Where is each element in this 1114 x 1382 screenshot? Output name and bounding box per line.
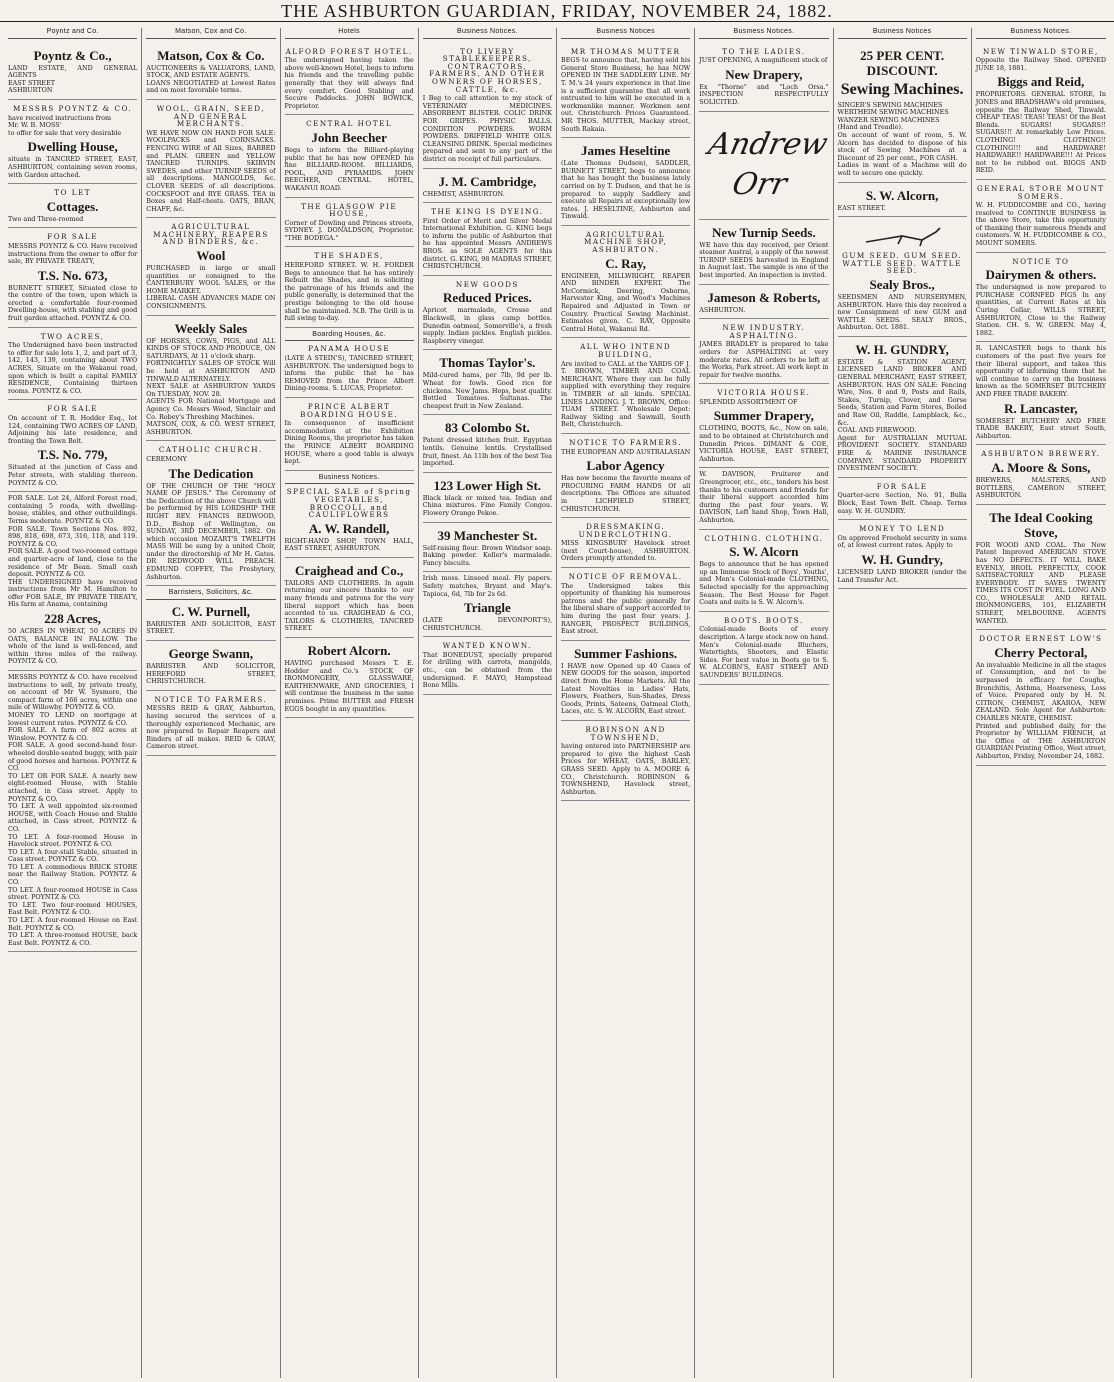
ad-headline: Poyntz & Co., xyxy=(33,47,112,63)
ad-text: MISS KINGSBURY Havelock street (next Court-house), ASHBURTON. Orders promptly attended to. xyxy=(561,539,691,563)
ad-text: Agent for AUSTRALIAN MUTUAL PROVIDENT SOCIETY. STANDARD FIRE & MARINE INSURANCE COMPANY. STANDARD PROPERTY INVESTMENT SOCIETY. xyxy=(837,433,967,473)
masthead: THE ASHBURTON GUARDIAN, FRIDAY, NOVEMBER 24, 1882. xyxy=(0,0,1114,22)
ad-text: WERTHEIM SEWING MACHINES xyxy=(837,108,949,117)
section-heading: Boarding Houses, &c. xyxy=(285,331,414,342)
ad-headline: C. Ray, xyxy=(605,255,647,271)
ad-headline: Matson, Cox & Co. xyxy=(157,47,265,63)
ad-caption: NEW GOODS xyxy=(455,279,519,289)
ad-headline: Summer Drapery, xyxy=(713,408,814,424)
advertisement xyxy=(976,445,1106,504)
ad-caption: DOCTOR ERNEST LOW'S xyxy=(979,634,1103,644)
ad-text: HAVING purchased Messrs T. E. Hodder and Co.'s STOCK OF IRONMONGERY, GLASSWARE, EARTHENWARE, AND GROCERIES, I will continue the business in the same premises. Prime BUTTER and FRESH EGGS bought in any quantities. xyxy=(284,659,414,713)
ad-text: Patent dressed kitchen fruit. Egyptian lentils. Genuine lentils. Crystallised fruit, finest. An 11lb box of the best Tea imported. xyxy=(422,436,552,468)
ad-text: (Hand and Treadle). xyxy=(837,123,904,132)
ad-headline: Dwelling House, xyxy=(27,139,118,155)
ad-headline: 39 Manchester St. xyxy=(437,527,538,543)
advertisement xyxy=(146,100,275,218)
advertisement xyxy=(146,316,275,442)
ad-text: Mild-cured hams, per 7lb, 9d per lb. Wheat for fowls. Good rice for chickens. New Jams. Hops, best quality. Bottled Tomatoes. Sultanas. The cheapest fruit in New Zealand. xyxy=(422,371,552,410)
ad-headline: New Drapery, xyxy=(725,66,803,82)
ad-caption: FOR SALE xyxy=(47,232,98,242)
ad-text: TO LET. A four-stall Stable, situated in Cass street. POYNTZ & CO. xyxy=(8,847,138,864)
ad-text: Two and Three-roomed xyxy=(8,214,84,223)
ad-text: That BONEDUST, specially prepared for drilling with carrots, mangolds, etc., can be obtained from the undersigned. F. MAYO, Hampstead Bone Mills. xyxy=(422,650,552,690)
advertisement xyxy=(561,641,690,721)
advertisement xyxy=(561,338,690,434)
advertisement xyxy=(838,337,967,478)
newspaper-columns xyxy=(4,28,1110,1378)
ad-caption: CENTRAL HOTEL xyxy=(306,119,393,129)
ad-text: BREWERS, MALSTERS, AND BOTTLERS, CAMERON STREET, ASHBURTON. xyxy=(975,475,1106,500)
advertisement xyxy=(976,253,1106,343)
ad-text: WE have this day received, per Orient steamer Austral, a supply of the newest TURNIP SEEDS harvested in England in August last. The sample is one of the best imported. An inspection is invited. xyxy=(699,240,829,279)
advertisement xyxy=(423,43,552,169)
advertisement xyxy=(423,473,552,523)
ad-headline: Wool xyxy=(196,248,226,264)
ad-text: LIBERAL CASH ADVANCES MADE ON CONSIGNMENTS. xyxy=(146,294,276,311)
ad-headline: A. Moore & Sons, xyxy=(991,459,1091,475)
column-heading: Hotels xyxy=(285,28,414,39)
ad-text: On account of T. R. Hodder Esq., lot 124, containing TWO ACRES OF LAND, Adjoining his late residence, and fronting the Town Belt. xyxy=(8,414,138,445)
advertisement xyxy=(699,285,828,320)
ad-text: Opposite the Railway Shed. OPENED JUNE 18, 1881. xyxy=(975,56,1106,72)
ad-text: OF THE CHURCH OF THE "HOLY NAME OF JESUS." The Ceremony of the Dedication of the above Church will be performed by HIS LORDSHIP THE RIGHT REV. FRANCIS REDWOOD, D.D., Bishop of Wellington, on SUNDAY, 3RD DECEMBER, 1882. On which occasion MOZART'S TWELFTH MASS Will be sung by a united Choir, under the directorship of Mr H. Gates. DR REDWOOD WILL PREACH. EDMUND COFFEY, The Presbytery, Ashburton. xyxy=(146,481,276,581)
ad-text: BARRISTER AND SOLICITOR, EAST STREET. xyxy=(146,619,276,636)
column-7 xyxy=(834,28,972,1378)
ad-text: TO LET. A four-roomed House on East Belt. POYNTZ & CO. xyxy=(8,916,138,932)
ad-text: Self-raising flour. Brown Windsor soap. Baking powder. Koller's marmalade. Fancy biscuits. xyxy=(422,543,552,567)
advertisement xyxy=(699,220,828,285)
ad-text: MATSON, COX, & CO. WEST STREET, ASHBURTON. xyxy=(146,420,276,436)
advertisement xyxy=(561,226,690,339)
column-heading: Business Notices xyxy=(561,28,690,39)
advertisement xyxy=(561,434,690,518)
ad-caption: NOTICE TO FARMERS. xyxy=(154,694,268,704)
ad-text: ENGINEER, MILLWRIGHT, REAPER AND BINDER EXPERT. The McCormick, Deering, Osborne, Harvester King, and Wood's Machines Repaired and Adjusted in Town or Country. Practical Sewing Machinist. Estimates given. C. RAY, Opposite Central Hotel, Wakanui Rd. xyxy=(561,271,691,333)
ad-caption: MONEY TO LEND xyxy=(858,524,946,534)
column-heading: Business Notices xyxy=(838,28,967,39)
ad-text: Ex "Thorne" and "Loch Orsa." INSPECTION RESPECTFULLY SOLICITED. xyxy=(699,82,829,106)
advertisement xyxy=(423,415,552,472)
ad-text: RIGHT-HAND SHOP, TOWN HALL, EAST STREET, ASHBURTON. xyxy=(284,536,414,553)
advertisement xyxy=(423,523,552,573)
ad-caption: NOTICE OF REMOVAL. xyxy=(568,572,683,582)
advertisement xyxy=(146,441,275,586)
ad-caption: VICTORIA HOUSE. xyxy=(717,388,811,398)
ad-text: EAST STREET xyxy=(8,78,55,87)
ad-text: SEEDSMEN AND NURSERYMEN, ASHBURTON. Have this day received a new Consignment of new GUM and WATTLE SEEDS. SEALY BROS., Ashburton. Oct. 1881. xyxy=(837,292,967,332)
ad-text: FOR SALE. Lot 24, Alford Forest road, containing 5 roods, with dwelling-house, stables, and other outbuildings. Terms moderate. POYNTZ & CO. xyxy=(8,494,138,525)
ad-headline: James Heseltine xyxy=(581,143,671,159)
ad-text: Quarter-acre Section, No. 91, Bulla Block, East Town Belt. Cheap. Terms easy. W. H. GUNDRY. xyxy=(837,491,967,515)
ad-text: SINGER'S SEWING MACHINES xyxy=(837,100,943,109)
ad-headline: George Swann, xyxy=(168,646,254,662)
ad-text: The Undersigned have been instructed to offer for sale lots 1, 2, and part of 3, 142, 143, 139, containing about TWO ACRES, Situate on the Wakanui road, upon which is built a capital FAMILY RESIDENCE, Containing thirteen rooms. POYNTZ & CO. xyxy=(8,341,138,395)
ad-text: COAL AND FIREWOOD. xyxy=(837,426,917,435)
advertisement xyxy=(561,721,690,801)
advertisement xyxy=(699,43,828,112)
ad-caption: ALL WHO INTEND BUILDING, xyxy=(580,342,672,359)
column-6 xyxy=(695,28,833,1378)
advertisement xyxy=(285,398,414,471)
ad-text: TO LET. A four-roomed House in Havelock street. POYNTZ & CO. xyxy=(8,832,138,849)
ad-text: In consequence of insufficient accommodation at the Exhibition Dining Rooms, the proprietor has taken the PRINCE ALBERT BOARDING HOUSE, where a good table is always kept. xyxy=(284,419,414,466)
ad-headline: Biggs and Reid, xyxy=(997,74,1085,90)
ad-text: FOR SALE. Town Sections Nos. 892, 898, 818, 698, 673, 316, 118, and 119. POYNTZ & CO. xyxy=(8,524,138,548)
ad-caption: WOOL, GRAIN, SEED, AND GENERAL MERCHANTS. xyxy=(156,103,266,129)
ad-text: THE EUROPEAN AND AUSTRALASIAN xyxy=(561,447,691,456)
ad-text: FOR SALE. A good second-hand four-wheeled double-seated buggy, with pair of good horses and harness. POYNTZ & CO. xyxy=(8,741,138,773)
advertisement xyxy=(838,520,967,589)
ad-caption: CLOTHING. CLOTHING. xyxy=(704,533,824,543)
ad-text: Corner of Dowling and Princes streets, SYDNEY. J. DONALDSON, Proprietor. "THE BODEGA." xyxy=(284,218,414,242)
ad-text: AUCTIONEERS & VALUATORS, LAND, STOCK, AND ESTATE AGENTS. xyxy=(146,63,276,80)
ad-text: THE UNDERSIGNED have received instructions from Mr M. Hamilton to offer FOR SALE, BY PRIVATE TREATY, His farm at Anama, containing xyxy=(8,577,138,609)
ad-caption: ROBINSON AND TOWNSHEND, xyxy=(585,724,666,742)
ad-headline: A. W. Randell, xyxy=(308,520,390,536)
ad-text: Black black or mixed tea. Indian and China mixtures. Fine Family Congou. Flowery Orange Pekoe. xyxy=(422,493,552,517)
ad-text: PURCHASED in large or small quantities or consigned to the CANTERBURY WOOL SALES, or the HOME MARKET. xyxy=(146,264,276,295)
ad-headline: The Ideal Cooking Stove, xyxy=(989,509,1093,540)
ad-text: I HAVE now Opened up 40 Cases of NEW GOODS for the season, imported direct from the Home Markets. All the Latest Novelties in Ladies' Hats, Flowers, Feathers, Sun-Shades, Dress Goods, Prints, Sateens, Oatmeal Cloth, Laces, etc. S. W. ALCORN, East street. xyxy=(561,661,691,716)
ad-text: ESTATE & STATION AGENT, LICENSED LAND BROKER AND GENERAL MERCHANT, EAST STREET, ASHBURTON. HAS ON SALE: Fencing Wire, Nos. 8 and 9, Posts and Rails, Stakes, Turnip, Clover, and Gorse Seeds, Station and Farm Stores, Boiled and Raw Oil, Raddle, Lampblack, &c., &c. xyxy=(837,357,967,427)
advertisement xyxy=(561,518,690,568)
ad-text: Printed and published daily, for the Proprietor by WILLIAM FRENCH, at the Office of THE ASHBURTON GUARDIAN Printing Office, West street, Ashburton, Friday, November 24, 1882. xyxy=(975,721,1106,760)
ad-headline: Sealy Bros., xyxy=(869,276,935,292)
ad-text: BEGS to announce that, having sold his General Store Business, he has NOW OPENED IN THE SADDLERY LINE. Mr T. M.'s 24 years experience in that line is a sufficient guarantee that all work entrusted to him will be executed in a workmanlike manner. Workmen sent out. Christchurch Prices Guaranteed. MR THOS. MUTTER, Mackay street, South Rakaia. xyxy=(561,56,691,133)
ad-text: NEXT SALE at ASHBURTON YARDS On TUESDAY, NOV. 28. xyxy=(146,382,276,398)
advertisement xyxy=(8,184,137,228)
ad-caption: BOOTS. BOOTS. xyxy=(724,615,804,625)
ad-caption: TO LIVERY STABLEKEEPERS, CONTRACTORS, FARMERS, AND OTHER OWNERS OF HORSES, CATTLE, &c. xyxy=(429,46,546,94)
ad-caption: GUM SEED. GUM SEED. WATTLE SEED. WATTLE SEED. xyxy=(842,251,963,276)
section-heading: Business Notices. xyxy=(285,474,414,485)
ad-headline: W. H. GUNDRY, xyxy=(855,341,949,357)
advertisement xyxy=(285,247,414,327)
advertisement xyxy=(561,568,690,641)
ad-text: TO LET. A commodious BRICK STORE near the Railway Station. POYNTZ & CO. xyxy=(8,862,138,887)
ad-text: An invaluable Medicine in all the stages of Consumption, and not to be surpassed in efficacy for Coughs, Bronchitis, Asthma, Hoarseness, Loss of Voice. Prepared only by H. N. CITRON, CHEMIST, AKAROA, NEW ZEALAND. Sole Agent for Ashburton: CHARLES NEATE, CHEMIST. xyxy=(975,660,1106,722)
ad-caption: MESSRS POYNTZ & CO. xyxy=(13,103,133,113)
ad-text: WE HAVE NOW ON HAND FOR SALE: WOOLPACKS and CORNSACKS. FENCING WIRE of All Sizes, BARBED and PLAIN. GREEN and YELLOW TANCRED TURNIPS. SKIRVIN SWEDES, and other TURNIP SEEDS of all descriptions. MANGOLDS, &c. CLOVER SEEDS of all descriptions. COCKSFOOT and RYE GRASS. TEA in Boxes and Half-chests. OATS, BRAN, CHAFF, &c. xyxy=(146,128,276,213)
ad-caption: ASHBURTON BREWERY. xyxy=(981,449,1101,459)
advertisement xyxy=(285,471,414,558)
ad-text: EAST STREET. xyxy=(837,203,886,212)
ad-text: Has now become the favorite means of PROCURING FARM HANDS Of all descriptions. The Offices are situated in LICHFIELD STREET, CHRISTCHURCH. xyxy=(561,474,691,513)
advertisement xyxy=(838,217,967,337)
column-heading: Matson, Cox and Co. xyxy=(146,28,275,39)
ad-headline: J. M. Cambridge, xyxy=(438,173,537,189)
ad-text: LOANS NEGOTIATED at Lowest Rates and on most favorable terms. xyxy=(146,78,276,95)
advertisement xyxy=(8,328,137,401)
advertisement xyxy=(285,43,414,116)
advertisement xyxy=(699,468,828,529)
ad-text: TO LET OR FOR SALE. A nearly new eight-roomed House, with Stable attached, in Cass street. Apply to POYNTZ & CO. xyxy=(8,771,138,803)
ad-text: Begs to inform the Billiard-playing public that he has now OPENED his fine BILLIARD-ROOM. BILLIARDS, POOL, AND PYRAMIDS. JOHN BEECHER, CENTRAL HOTEL, WAKANUI ROAD. xyxy=(284,145,414,192)
advertisement xyxy=(838,43,967,183)
ad-text: Apricot marmalade, Crosse and Blackwell, in glass camp bottles. Dunedin oatmeal, Somerville's, a fresh supply. Indian pickles. English pickles. Raspberry vinegar. xyxy=(422,306,552,345)
column-5 xyxy=(557,28,695,1378)
advertisement xyxy=(8,492,137,671)
advertisement xyxy=(423,276,552,351)
ad-text: 50 ACRES IN WHEAT, 50 ACRES IN OATS, BALANCE IN FALLOW. The whole of the land is well-fenced, and within three miles of the railway. POYNTZ & CO. xyxy=(8,627,138,666)
ad-headline: 228 Acres, xyxy=(44,611,102,627)
ad-text: BURNETT STREET, Situated close to the centre of the town, upon which is erected a comfortable four-roomed Dwelling-house, with stabling and good fruit garden attached. POYNTZ & CO. xyxy=(8,283,138,323)
ad-caption: WANTED KNOWN. xyxy=(442,641,532,651)
ad-headline: Summer Fashions. xyxy=(574,645,678,661)
ad-text: OF HORSES, COWS, PIGS, and ALL KINDS OF STOCK AND PRODUCE, ON SATURDAYS, At 11 o'clock sharp. xyxy=(146,336,276,360)
advertisement xyxy=(838,183,967,218)
advertisement xyxy=(285,328,414,398)
ad-caption: THE SHADES, xyxy=(314,251,384,261)
ad-caption: SPECIAL SALE of Spring VEGETABLES, BROCCOLI, and CAULIFLOWERS xyxy=(286,487,412,520)
ad-text: Colonial-made Boots of every description. A large stock now on hand. Men's Colonial-made Bluchers, Watertights, Shooters, and Elastic Sides. For best value in Boots go to S. W. ALCORN'S, EAST STREET AND SAUNDERS' BUILDINGS. xyxy=(699,625,829,679)
plough-illustration-icon xyxy=(862,224,942,248)
ad-text: SPLENDID ASSORTMENT OF xyxy=(699,397,798,406)
advertisement xyxy=(423,350,552,415)
ad-caption: FOR SALE xyxy=(876,481,928,491)
ad-text: TO LET. A four-roomed HOUSE in Cass street. POYNTZ & CO. xyxy=(8,885,138,902)
column-heading: Business Notices. xyxy=(699,28,828,39)
ad-caption: CATHOLIC CHURCH. xyxy=(158,445,263,455)
ad-headline: S. W. Alcorn xyxy=(729,544,799,560)
ad-text: Situated at the junction of Cass and Peter streets, with stabling thereon. POYNTZ & CO. xyxy=(8,463,138,487)
advertisement xyxy=(146,691,275,756)
section-heading: Barristers, Solicitors, &c. xyxy=(146,589,275,600)
ad-headline: W. H. Gundry, xyxy=(861,551,943,567)
ad-caption: AGRICULTURAL MACHINERY, REAPERS AND BINDERS, &c. xyxy=(153,222,269,247)
ad-text: ASHBURTON xyxy=(8,86,53,95)
advertisement xyxy=(285,638,414,718)
advertisement xyxy=(838,478,967,520)
column-heading: Poyntz and Co. xyxy=(8,28,137,39)
advertisement xyxy=(423,169,552,204)
ad-caption: GENERAL STORE MOUNT SOMERS. xyxy=(977,183,1105,201)
ad-caption: TO LET xyxy=(54,188,92,198)
ad-text: SOMERSET BUTCHERY AND FREE TRADE BAKERY, East street South, Ashburton. xyxy=(975,416,1106,440)
advertisement xyxy=(699,530,828,612)
advertisement xyxy=(423,572,552,637)
advertisement xyxy=(699,612,828,685)
ad-text: (LATE DEVONPORT'S), CHRISTCHURCH. xyxy=(422,616,552,632)
ad-headline: C. W. Purnell, xyxy=(171,603,251,619)
ad-headline: Jameson & Roberts, xyxy=(707,289,821,305)
ad-text: (LATE A STEIN'S), TANCRED STREET, ASHBURTON. The undersigned begs to inform the public that he has REMOVED from the Prince Albert Dining-rooms. S. LUCAS, Proprietor. xyxy=(284,354,414,393)
ad-text: On approved Freehold security in sums of, at lowest current rates. Apply to xyxy=(837,533,967,550)
ad-text: First Order of Merit and Silver Medal International Exhibition. G. KING begs to inform the public of Ashburton that he has appointed Messrs ANDREWS BROS. as SOLE AGENTS for this district. G. KING, 98 MADRAS STREET, CHRISTCHURCH. xyxy=(422,216,552,271)
ad-headline: 25 PER CENT. DISCOUNT. xyxy=(860,47,945,78)
advertisement xyxy=(423,637,552,695)
ad-text: TAILORS AND CLOTHIERS. In again returning our sincere thanks to our many friends and patrons for the very liberal support which has been accorded to us. CRAIGHEAD & CO., TAILORS & CLOTHIERS, TANCRED STREET. xyxy=(284,578,414,633)
ad-text: I Beg to call attention to my stock of VETERINARY MEDICINES. ABSORBENT BLISTER. COLIC DRINK FOR GRIPES. PHYSIC BALLS. CONDITION POWDERS. WORM POWDERS. DRIFFIELD WHITE OILS. CLEANSING DRINK. Special medicines prepared and sent to any part of the district on receipt of full particulars. xyxy=(422,94,552,163)
ad-text: MESSRS REID & GRAY, Ashburton, having secured the services of a thoroughly experienced Mechanic, are now prepared to Repair Reapers and Binders of all makes. REID & GRAY, Cameron street. xyxy=(146,704,276,751)
ad-headline: Robert Alcorn. xyxy=(307,643,391,659)
column-1 xyxy=(4,28,142,1378)
ad-headline: 123 Lower High St. xyxy=(433,477,542,493)
ad-headline: Dairymen & others. xyxy=(985,267,1097,283)
ad-headline: T.S. No. 779, xyxy=(37,447,108,463)
ad-caption: PRINCE ALBERT BOARDING HOUSE. xyxy=(300,401,399,419)
ad-headline: Reduced Prices. xyxy=(442,290,532,306)
ad-caption: ALFORD FOREST HOTEL. xyxy=(285,46,413,56)
ad-headline: Cottages. xyxy=(46,198,99,214)
ad-headline: Craighead and Co., xyxy=(294,562,404,578)
advertisement xyxy=(423,203,552,276)
ad-text: Mr. W. B. MOSS' xyxy=(8,121,62,130)
advertisement xyxy=(976,180,1106,253)
advertisement xyxy=(976,43,1106,180)
ad-text: MONEY TO LEND on mortgage at lowest current rates. POYNTZ & CO. xyxy=(8,711,138,727)
ad-text: FOR SALE. A good two-roomed cottage and quarter-acre of land, close to the residence of Mr Bean. Small cash deposit. POYNTZ & CO. xyxy=(8,547,138,579)
advertisement xyxy=(976,630,1106,765)
ad-caption: FOR SALE xyxy=(47,404,98,414)
advertisement xyxy=(976,505,1106,631)
advertisement xyxy=(285,558,414,638)
advertisement xyxy=(8,100,137,184)
ad-text: The undersigned is now prepared to PURCHASE CORNFED PIGS In any quantities, at Current Rates at his Curing Cellar, WILLS STREET, ASHBURTON, Close to the Railway Station. CH. S. W. GREEN. May 4, 1882. xyxy=(975,283,1106,337)
ad-headline: T.S. No. 673, xyxy=(37,267,108,283)
ad-text: Irish moss. Linseed meal. Fly papers. Safety matches, Bryant and May's. Tapioca, 6d, 7lb for 2s 6d. xyxy=(422,574,552,598)
ad-text: TO LET. Two four-roomed HOUSES, East Belt. POYNTZ & CO. xyxy=(8,900,138,917)
ad-text: (Late Thomas Dudson), SADDLER, BURNETT STREET, begs to announce that he has bought the business lately carried on by T. Dudson, and that he is prepared to supply Saddlery and execute all Repairs at exceptionally low rates. J. HESELTINE, Ashburton and Tinwald. xyxy=(561,159,691,221)
column-heading: Business Notices. xyxy=(976,28,1106,39)
column-3 xyxy=(281,28,419,1378)
ad-text: MESSRS POYNTZ & CO. have received instructions to sell, by private treaty, on account of Mr W. Sysmore, the compact farm of 166 acres, within one mile of Willowby. POYNTZ & CO. xyxy=(8,673,138,712)
advertisement xyxy=(8,228,137,327)
ad-caption: TO THE LADIES. xyxy=(722,46,806,56)
ad-text: BARRISTER AND SOLICITOR, HEREFORD STREET, CHRISTCHURCH. xyxy=(146,662,276,686)
ad-caption: THE KING IS DYEING. xyxy=(431,207,544,217)
ad-text: The undersigned having taken the above well-known Hotel, begs to inform his friends and the travelling public generally that they will always find every comfort. Good Stabling and Secure Paddocks. JOHN BOWICK, Proprietor. xyxy=(284,56,414,110)
advertisement xyxy=(699,384,828,468)
ad-text: having entered into PARTNERSHIP are prepared to give the highest Cash Prices for WHEAT, OATS, BARLEY, GRASS SEED. Apply to A. MOORE & CO., Christchurch. ROBINSON & TOWNSHEND, Havelock street, Ashburton. xyxy=(561,742,691,796)
ad-text: situate in TANCRED STREET, EAST, ASHBURTON, containing seven rooms, with Garden attached. xyxy=(8,155,138,179)
advertisement xyxy=(8,671,137,952)
column-4 xyxy=(419,28,557,1378)
ad-text: to offer for sale that very desirable xyxy=(8,128,122,137)
ad-headline: New Turnip Seeds. xyxy=(712,224,816,240)
ad-text: PROPRIETORS. GENERAL STORE, In JONES and BRADSHAW's old premises, opposite the Railway Shed, Tinwald. CHEAP TEAS! TEAS! TEAS! Of the Best Blends. SUGARS! SUGARS!! SUGARS!!! At remarkably Low Prices. CLOTHING! CLOTHING!! CLOTHING!!! and HARDWARE! HARDWARE!! HARDWARE!!! At Prices not to be rubbed out. BIGGS AND REID. xyxy=(975,90,1106,175)
ad-headline: The Dedication xyxy=(168,465,254,481)
ad-caption: NEW TINWALD STORE, xyxy=(983,46,1099,56)
ad-text: JUST OPENING, A magnificent stock of xyxy=(699,56,828,65)
ad-headline-large: Sewing Machines. xyxy=(840,80,964,98)
ad-text: CHEMIST, ASHBURTON. xyxy=(422,189,505,198)
ad-text: TO LET. A three-roomed HOUSE, back East Belt. POYNTZ & CO. xyxy=(8,931,138,947)
ad-text: LAND ESTATE, AND GENERAL AGENTS xyxy=(8,63,138,80)
ad-text: TO LET. A well appointed six-roomed HOUSE, with Coach House and Stable attached, in Cass street. POYNTZ & CO. xyxy=(8,802,138,833)
ad-headline: Triangle xyxy=(464,600,511,616)
advertisement xyxy=(699,112,831,220)
advertisement xyxy=(561,138,690,226)
ad-text: FORTNIGHTLY SALES OF STOCK Will be held at ASHBURTON AND TINWALD ALTERNATELY. xyxy=(146,359,276,383)
ad-caption: NOTICE TO FARMERS. xyxy=(569,437,682,447)
ad-text: W. H. FUDDICOMBE and CO., having resolved to CONTINUE BUSINESS in the above Store, take this opportunity of thanking their numerous friends and customers. W. H. FUDDICOMBE & CO., MOUNT SOMERS. xyxy=(975,201,1106,248)
ad-text: WANZER SEWING MACHINES xyxy=(837,115,940,124)
column-2 xyxy=(142,28,280,1378)
advertisement xyxy=(8,400,137,492)
ad-text: JAMES BRADLEY is prepared to take orders for ASPHALTING at very moderate rates. All orders to be left at the Works, Park street. All work kept in repair for twelve months. xyxy=(699,340,829,379)
ad-caption: AGRICULTURAL MACHINE SHOP, ASHBURTON. xyxy=(584,229,668,255)
ad-text: CLOTHING, BOOTS, &c., Now on sale, and to be obtained at Christchurch and Dunedin Prices. DIMANT & COE, VICTORIA HOUSE, EAST STREET, Ashburton. xyxy=(699,424,829,463)
ad-headline: 83 Colombo St. xyxy=(444,420,530,436)
advertisement xyxy=(146,586,275,641)
ad-text: Ladies in want of a Machine will do well to secure one quickly. xyxy=(837,161,967,177)
ad-text: LICENSED LAND BROKER (under the Land Transfer Act. xyxy=(837,567,967,584)
ad-text: Are invited to CALL at the YARDS OF J. T. BROWN, TIMBER AND COAL MERCHANT, Where they can be fully supplied with everything they require in TIMBER of all kinds. SPECIAL LINES LANDING. J. T. BROWN, Office: TUAM STREET. Wholesale Depot: Railway Siding and Sawmill, South Belt, Christchurch. xyxy=(561,359,691,429)
ad-caption: NEW INDUSTRY. ASPHALTING. xyxy=(722,323,806,340)
advertisement xyxy=(285,198,414,248)
ad-headline: John Beecher xyxy=(311,129,387,145)
ad-text: Begs to announce that he has opened up an Immense Stock of Boys', Youths', and Men's Colonial-made CLOTHING, Selected specially for the approaching Season. The Best House for Paget Coats and suits is S. W. Alcorn's. xyxy=(699,560,829,607)
advertisement xyxy=(561,43,690,139)
ad-caption: MR THOMAS MUTTER xyxy=(570,46,681,56)
ad-text: R. LANCASTER begs to thank his customers of the past five years for their liberal support, and takes this opportunity of informing them that he will continue to carry on the business known as the SOMERSET BUTCHERY AND FREE TRADE BAKERY. xyxy=(975,344,1106,398)
ad-text: On account of want of room, S. W. Alcorn has decided to dispose of his stock of Sewing Machines at a Discount of 25 per cent., FOR CASH. xyxy=(837,130,967,162)
ad-text: The Undersigned takes this opportunity of thanking his numerous patrons and the public generally for the liberal share of support accorded to him during the past four years. J. RANGER, PROSPECT BUILDINGS, East street. xyxy=(561,581,691,636)
ad-caption: TWO ACRES, xyxy=(40,331,105,341)
ad-headline: R. Lancaster, xyxy=(1004,400,1078,416)
advertisement xyxy=(146,641,275,691)
ad-headline: Labor Agency xyxy=(586,458,665,474)
ad-text: W. DAVISON, Fruiterer and Greengrocer, etc., etc., tenders his best thanks to his customers and friends for their liberal support accorded him during the past four years. W. DAVISON, Left hand Shop, Town Hall, Ashburton. xyxy=(699,470,829,524)
advertisement xyxy=(285,115,414,197)
ad-text: HEREFORD STREET. W. H. FORDER Begs to announce that he has entirely Rebuilt the Shades, and in soliciting the patronage of his friends and the public generally, is determined that the prestige belonging to the old house shall be maintained. N.B. The Grill is in full swing to-day. xyxy=(284,261,414,323)
ad-text: have received instructions from xyxy=(8,113,112,122)
ad-text: FOR SALE. A farm of 802 acres at Winslow. POYNTZ & CO. xyxy=(8,726,138,742)
ad-text: MESSRS POYNTZ & CO. Have received instructions from the owner to offer for sale, BY PRIVATE TREATY, xyxy=(8,241,138,266)
ad-text: ASHBURTON. xyxy=(699,305,746,314)
ad-headline: Weekly Sales xyxy=(174,320,248,336)
column-heading: Business Notices. xyxy=(423,28,552,39)
ad-caption: NOTICE TO xyxy=(1012,256,1070,266)
ad-caption: DRESSMAKING. UNDERCLOTHING. xyxy=(578,522,673,539)
ad-headline: Cherry Pectoral, xyxy=(994,644,1088,660)
ad-headline: Thomas Taylor's. xyxy=(439,355,536,371)
advertisement xyxy=(699,319,828,384)
ad-caption: PANAMA HOUSE xyxy=(308,344,391,354)
advertisement xyxy=(146,218,275,315)
ad-caption: THE GLASGOW PIE HOUSE, xyxy=(301,201,398,219)
column-8 xyxy=(972,28,1110,1378)
ad-text: AGENTS FOR National Mortgage and Agency Co. Messrs Wood, Sinclair and Co. Robey's Threshing Machines. xyxy=(146,397,276,421)
advertisement xyxy=(976,342,1106,445)
ad-headline: S. W. Alcorn, xyxy=(865,187,939,203)
ad-text: FOR WOOD AND COAL. The New Patent Improved AMERICAN STOVE has NO DEFECTS. IT WILL BAKE EVENLY, BROIL PERFECTLY, COOK SATISFACTORILY AND PLEASE EVERYBODY. IT SAVES TWENTY TIMES ITS COST IN FUEL. LONG AND CO., WHOLESALE AND RETAIL IRONMONGERS, 101, ELIZABETH STREET, MELBOURNE. AGENTS WANTED. xyxy=(975,540,1106,625)
ad-text: CEREMONY xyxy=(146,454,187,463)
advertisement xyxy=(8,43,137,100)
advertisement xyxy=(146,43,275,100)
handwritten-signature: Andrew Orr xyxy=(705,126,831,202)
